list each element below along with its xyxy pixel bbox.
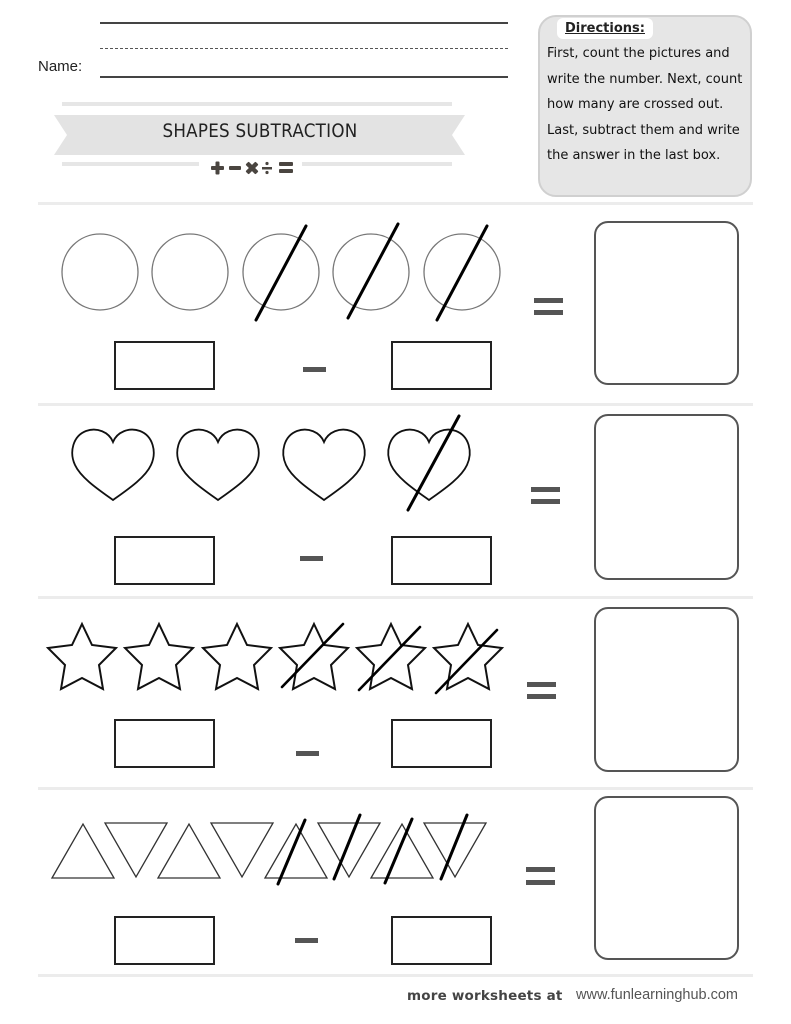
triangle-up-icon bbox=[158, 824, 220, 878]
footer-label: more worksheets at bbox=[407, 988, 563, 1004]
triangle-up-icon bbox=[265, 824, 327, 878]
worksheet-title: SHAPES SUBTRACTION bbox=[162, 120, 358, 142]
equals-sign bbox=[526, 867, 555, 872]
cross-out-slash bbox=[385, 819, 412, 883]
name-label: Name: bbox=[38, 58, 83, 75]
minus-sign bbox=[295, 938, 318, 943]
problem-4-crossed-input[interactable] bbox=[391, 916, 492, 965]
triangle-up-icon bbox=[371, 824, 433, 878]
directions-text: First, count the pictures and write the number. Next, count how many are crossed out. Last, subtract them and write the answer in the last box. bbox=[547, 46, 743, 163]
cross-out-slash bbox=[278, 820, 305, 884]
triangle-down-icon bbox=[105, 823, 167, 877]
triangle-down-icon bbox=[424, 823, 486, 877]
triangle-up-icon bbox=[52, 824, 114, 878]
problem-4-answer-box[interactable] bbox=[594, 796, 739, 960]
equals-sign bbox=[526, 880, 555, 885]
cross-out-slash bbox=[334, 815, 360, 879]
footer-link[interactable]: www.funlearninghub.com bbox=[576, 987, 739, 1003]
problem-4-total-input[interactable] bbox=[114, 916, 215, 965]
triangle-down-icon bbox=[318, 823, 380, 877]
cross-out-slash bbox=[441, 815, 467, 879]
triangle-down-icon bbox=[211, 823, 273, 877]
directions-heading: Directions: bbox=[557, 18, 653, 39]
